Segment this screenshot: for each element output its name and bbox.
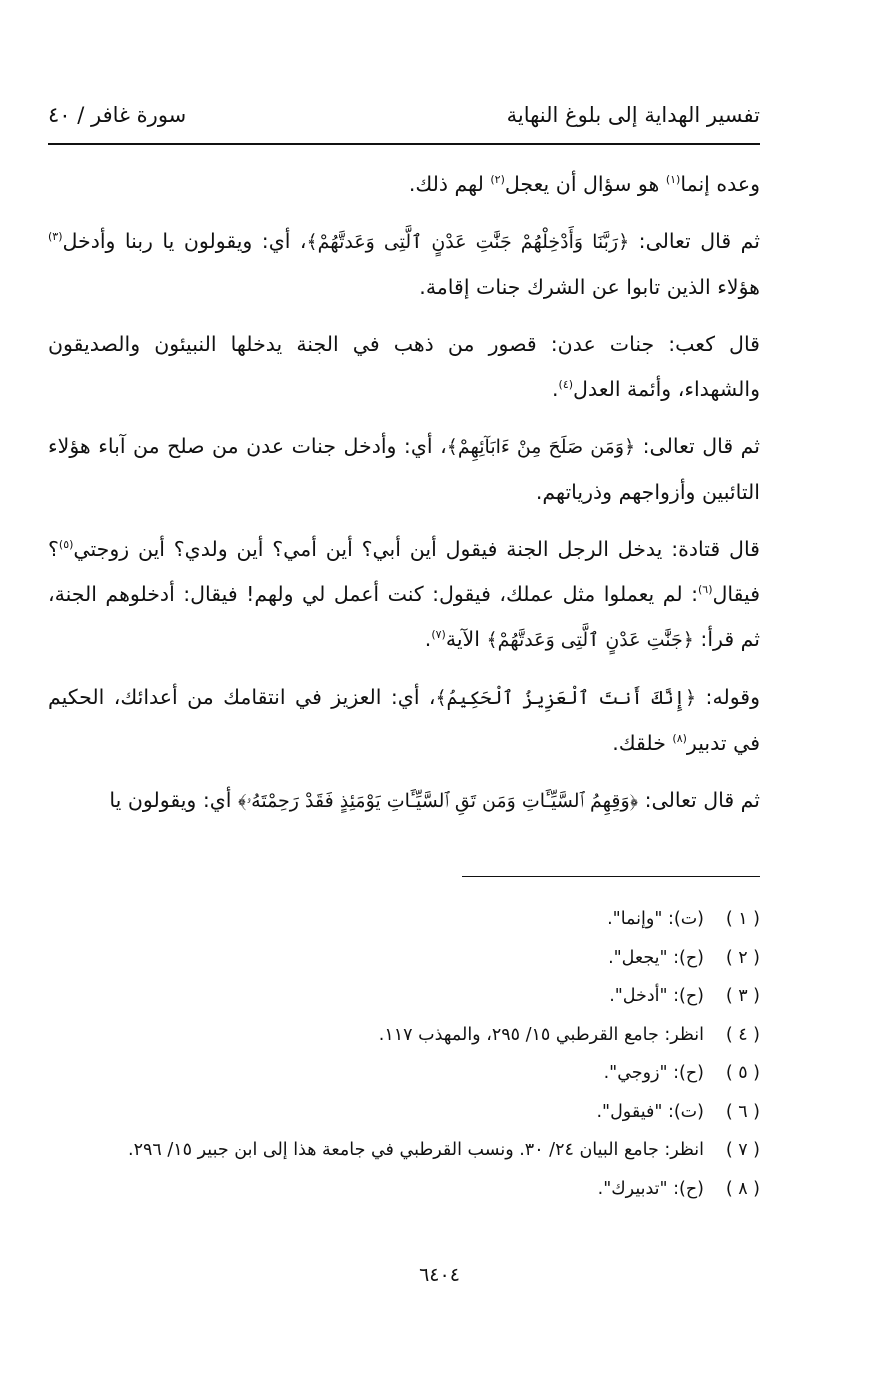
paragraph: [48, 219, 760, 310]
footnote-text: (ح): "تدبيرك".: [597, 1178, 704, 1199]
quran-verse: ﴿إِنَّكَ أَنتَ ٱلْعَزِيزُ ٱلْحَكِيمُ﴾: [435, 687, 697, 709]
footnote-item: [48, 1054, 760, 1093]
paragraph: [48, 675, 760, 766]
footnote-number: ( ٢ ): [725, 947, 760, 968]
quran-verse: ﴿وَمَن صَلَحَ مِنْ ءَابَآئِهِمْ﴾: [446, 436, 636, 458]
footnote-text: انظر: جامع البيان ٢٤/ ٣٠. ونسب القرطبي في جامعة هذا إلى ابن جبير ١٥/ ٢٩٦.: [128, 1140, 704, 1160]
book-title: تفسير الهداية إلى بلوغ النهاية: [506, 103, 760, 127]
footnote-item: [48, 939, 760, 978]
text-run: قال قتادة: يدخل الرجل الجنة فيقول أين أبي؟ أين أمي؟ أين ولدي؟ أين زوجتي: [73, 537, 760, 561]
footnotes: [48, 900, 760, 1208]
text-run: وقوله:: [696, 685, 760, 709]
paragraph: [48, 527, 760, 663]
text-run: خلقك.: [612, 731, 673, 755]
footnote-number: ( ٧ ): [725, 1140, 760, 1160]
footnote-text: (ح): "زوجي".: [603, 1063, 704, 1083]
paragraph: [48, 424, 760, 515]
footnote-number: ( ٥ ): [725, 1063, 760, 1083]
footnote-number: ( ١ ): [725, 909, 760, 929]
footnote-number: ( ٣ ): [725, 986, 760, 1006]
footnote-ref[interactable]: (١): [665, 173, 681, 187]
text-run: ؟ فيقال: [48, 537, 760, 606]
text-run: لهم ذلك.: [408, 172, 491, 196]
main-text: [48, 162, 760, 836]
footnote-ref[interactable]: (٨): [672, 732, 687, 746]
footnote-text: (ح): "يجعل".: [608, 947, 704, 968]
footnote-ref[interactable]: (٣): [48, 230, 63, 244]
paragraph: [48, 778, 760, 824]
footnote-ref[interactable]: (٤): [558, 378, 574, 392]
footnote-number: ( ٦ ): [725, 1101, 760, 1122]
text-run: وعده إنما: [680, 172, 760, 196]
text-run: هؤلاء الذين تابوا عن الشرك جنات إقامة.: [419, 275, 760, 299]
footnote-number: ( ٨ ): [725, 1178, 760, 1199]
text-run: ثم قال تعالى:: [638, 788, 760, 812]
footnote-text: (ت): "فيقول".: [596, 1101, 704, 1122]
text-run: ثم قال تعالى:: [629, 229, 760, 253]
text-run: : لم يعملوا مثل عملك، فيقول: كنت أعمل لي ولهم! فيقال: أدخلوهم الجنة، ثم قرأ:: [48, 582, 760, 651]
text-run: ، أي: وأدخل جنات عدن من صلح من آباء هؤلاء التائبين وأزواجهم وذرياتهم.: [48, 434, 760, 504]
footnote-text: (ح): "أدخل".: [609, 986, 704, 1006]
footnote-item: [48, 1093, 760, 1132]
footnote-number: ( ٤ ): [725, 1024, 760, 1045]
text-run: .: [424, 627, 432, 651]
paragraph: [48, 322, 760, 412]
text-run: قال كعب: جنات عدن: قصور من ذهب في الجنة يدخلها النبيئون والصديقون والشهداء، وأئمة العدل: [48, 332, 760, 401]
page-number: ٦٤٠٤: [419, 1264, 460, 1286]
footnote-item: [48, 1016, 760, 1055]
page-header: [48, 103, 760, 143]
text-run: ، أي: العزيز في انتقامك من أعدائك، الحكيم في تدبير: [48, 685, 760, 755]
footnote-item: [48, 1170, 760, 1209]
text-run: ثم قال تعالى:: [635, 434, 761, 458]
header-divider: [48, 143, 760, 145]
footnote-ref[interactable]: (٦): [697, 583, 713, 597]
footnote-item: [48, 977, 760, 1016]
footnote-ref[interactable]: (٥): [58, 538, 74, 552]
text-run: .: [552, 377, 559, 401]
footnote-divider: [462, 876, 760, 877]
footnote-ref[interactable]: (٧): [431, 628, 446, 642]
paragraph: [48, 162, 760, 207]
quran-verse: ﴿وَقِهِمُ ٱلسَّيِّـَٔاتِ وَمَن تَقِ ٱلسَّيِّـَٔاتِ يَوْمَئِذٍ فَقَدْ رَحِمْتَهُۥ﴾: [237, 790, 639, 812]
text-run: هو سؤال أن يعجل: [504, 172, 666, 196]
footnote-item: [48, 900, 760, 939]
footnote-text: انظر: جامع القرطبي ١٥/ ٢٩٥، والمهذب ١١٧.: [378, 1024, 704, 1045]
quran-verse: ﴿جَنَّٰتِ عَدْنٍ ٱلَّتِى وَعَدتَّهُمْ﴾: [486, 629, 694, 651]
footnote-item: [48, 1131, 760, 1170]
quran-verse: ﴿رَبَّنَا وَأَدْخِلْهُمْ جَنَّٰتِ عَدْنٍ ٱلَّتِى وَعَدتَّهُمْ﴾: [306, 231, 630, 253]
surah-label: سورة غافر / ٤٠: [48, 103, 187, 127]
text-run: الآية: [445, 627, 487, 651]
text-run: ، أي: ويقولون يا ربنا وأدخل: [62, 229, 307, 253]
text-run: أي: ويقولون يا: [109, 788, 238, 812]
footnote-ref[interactable]: (٢): [490, 173, 505, 187]
footnote-text: (ت): "وإنما".: [607, 909, 704, 929]
